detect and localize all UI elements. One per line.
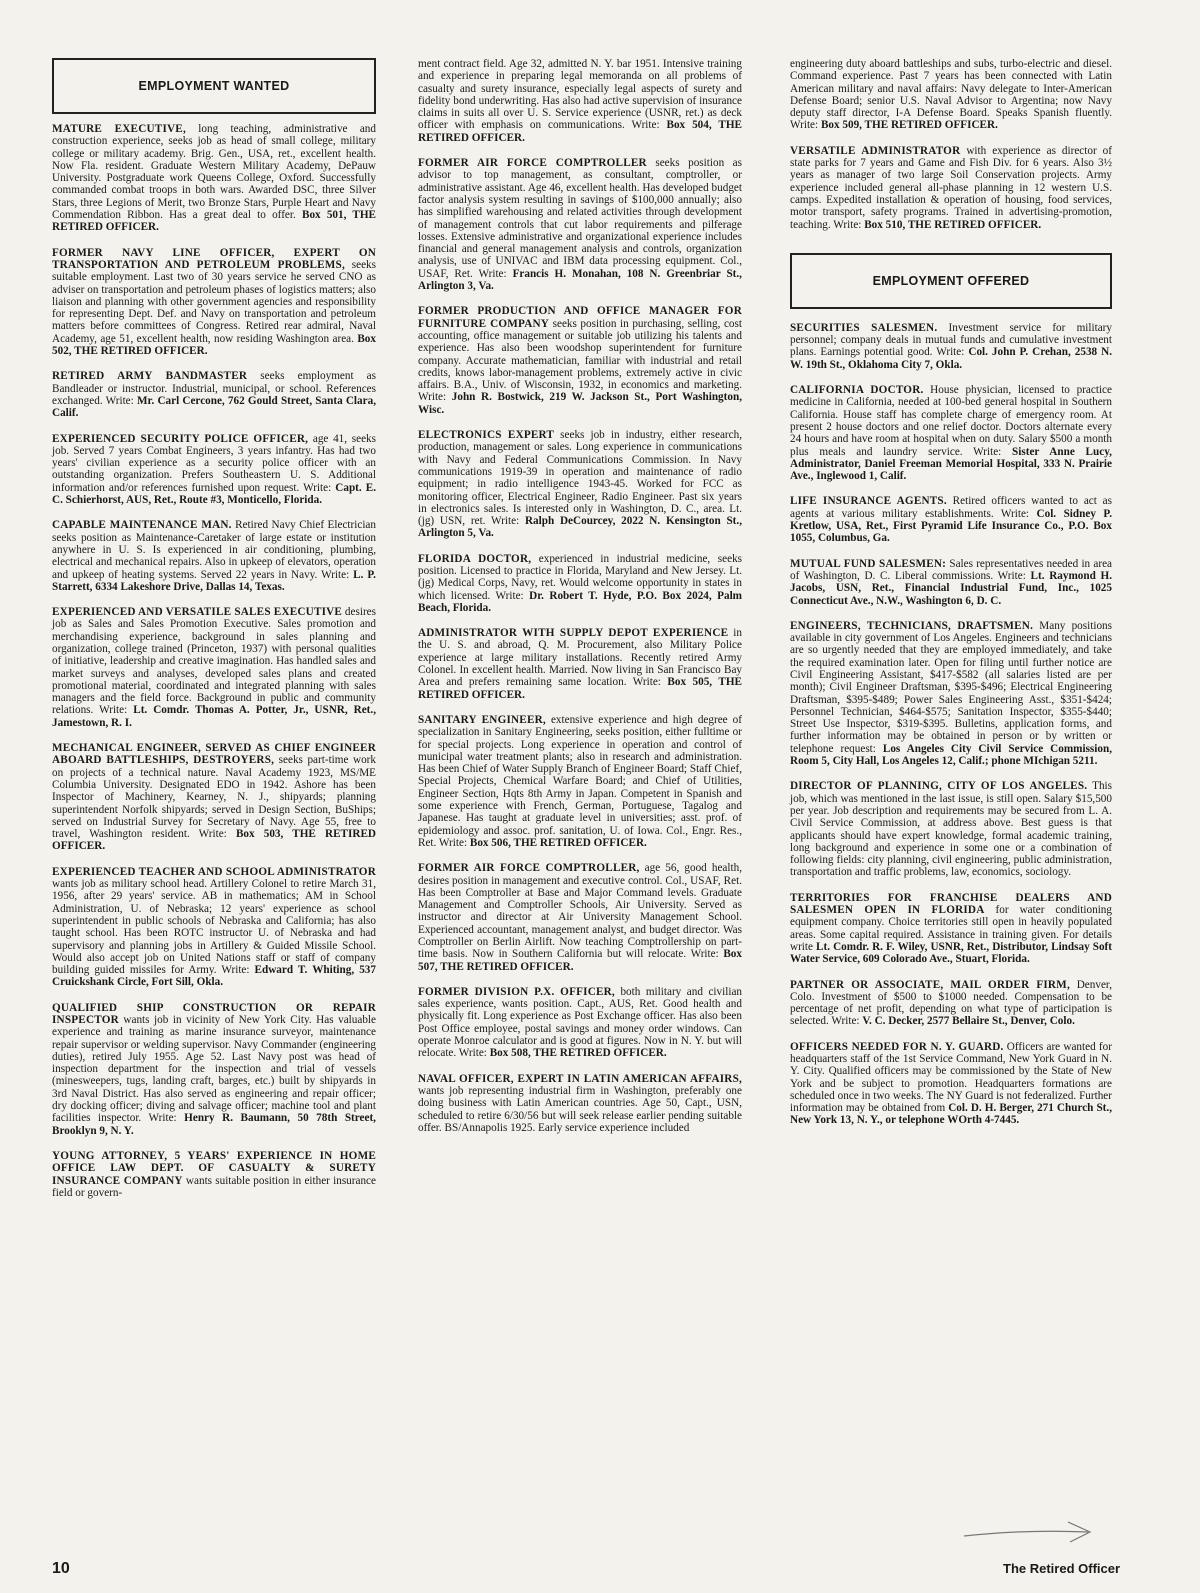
ad-body: with experience as director of state parks for 7 years and Game and Fish Div. for 6 years. Also 3½ years as manager of two large Soil Conservation projects. Army experience included general all-phase planning in 12 western U.S. camps. Expedited installation & operation of housing, food services, motor transport, safety programs. Trained in advertising-promotion, teaching. Write: xyxy=(790,144,1112,231)
ad-headline: NAVAL OFFICER, EXPERT IN LATIN AMERICAN AFFAIRS, xyxy=(418,1072,742,1085)
ad-contact: Col. John P. Crehan, 2538 N. W. 19th St., Oklahoma City 7, Okla. xyxy=(790,346,1112,371)
classified-ad xyxy=(418,157,742,292)
ad-contact: Lt. Raymond H. Jacobs, USN, Ret., Financial Industrial Fund, Inc., 1025 Connecticut Ave., N.W., Washington 6, D. C. xyxy=(790,569,1113,607)
ad-contact: L. P. Starrett, 6334 Lakeshore Drive, Dallas 14, Texas. xyxy=(52,568,376,593)
ad-body: Many positions available in city government of Los Angeles. Engineers and technicians are so urgently needed that they are employed immediately, and take the required examination later. Open for filing until further notice are Civil Engineering Assistant, $417-$582 (all salaries listed are per month); Civil Engineer Draftsman, $395-$496; Electrical Engineering Draftsman, $395-$489; Power Sales Engineering Asst., $351-$424; Personnel Technician, $464-$575; Sanitation Inspector, $355-$440; Street Use Inspector, $319-$395. Bulletins, application forms, and further information may be obtained in person or by written or telephone request: xyxy=(790,619,1112,755)
ad-contact: Box 508, THE RETIRED OFFICER. xyxy=(489,1047,667,1060)
ad-list-offered xyxy=(790,322,1112,1127)
ad-list-wanted-3 xyxy=(790,58,1112,231)
ad-body: Denver, Colo. Investment of $500 to $1000 needed. Compensation to be percentage of net profit, depending on what type of participation is selected. Write: xyxy=(790,978,1112,1028)
ad-headline: RETIRED ARMY BANDMASTER xyxy=(52,370,248,383)
classified-ad xyxy=(790,892,1112,966)
classified-ad xyxy=(52,370,376,419)
classified-ad xyxy=(418,862,742,973)
ad-body: wants job in vicinity of New York City. Has valuable experience and training as marine insurance surveyor, maintenance repair supervisor or welding supervisor. Navy Commander (engineering duties), retired July 1955. Age 52. Last Navy post was head of inspection department for the inspection and trial of vessels (minesweepers, tugs, landing craft, barges, etc.) built by shipyards in 3rd Naval District. Has also served as engineering and repair officer; dry docking officer; diving and salvage officer; machine tool and plant facilities inspector. Write: xyxy=(52,1014,376,1125)
classified-ad xyxy=(790,780,1112,878)
ad-headline: PARTNER OR ASSOCIATE, MAIL ORDER FIRM, xyxy=(790,978,1070,991)
classified-ad xyxy=(52,247,376,358)
ad-contact: Col. D. H. Berger, 271 Church St., New York 13, N. Y., or telephone WOrth 4-7445. xyxy=(790,1102,1112,1127)
ad-headline: TERRITORIES FOR FRANCHISE DEALERS AND SALESMEN OPEN IN FLORIDA xyxy=(790,891,1112,917)
ad-body: This job, which was mentioned in the last issue, is still open. Salary $15,500 per year. Job description and requirements may be secured from L. A. Civil Service Commission, at address above. Best guess is that applicants should have expert knowledge, formal academic training, long background and experience in some one or a combination of following fields: city planning, civil engineering, public administration, transportation and traffic problems, law, economics, sociology. xyxy=(790,780,1112,879)
ad-headline: VERSATILE ADMINISTRATOR xyxy=(790,144,961,157)
ad-body: long teaching, administrative and construction experience, seeks job as head of small college, military college or military academy. Brig. Gen., USA, ret., excellent health. Now Fla. resident. Graduate Western Military Academy, DePauw University. Postgraduate work Queens College, Oxford. Successfully commanded combat troops in both wars. Awarded DSC, three Silver Stars, three Legions of Merit, two Bronze Stars, Purple Heart and Navy Commendation Ribbon. Has a great deal to offer. xyxy=(52,123,376,222)
ad-body: Retired officers wanted to act as agents at various military establishments. Write: xyxy=(790,495,1112,520)
ad-headline: ENGINEERS, TECHNICIANS, DRAFTSMEN. xyxy=(790,619,1034,632)
ad-contact: Box 504, THE RETIRED OFFICER. xyxy=(418,119,742,144)
ad-contact: Col. Sidney P. Kretlow, USA, Ret., First Pyramid Life Insurance Co., P.O. Box 1055, Columbus, Ga. xyxy=(790,507,1112,545)
ad-contact: Box 509, THE RETIRED OFFICER. xyxy=(820,119,998,132)
classified-ad xyxy=(418,986,742,1060)
classified-ad xyxy=(418,553,742,614)
ad-headline: MECHANICAL ENGINEER, SERVED AS CHIEF ENGINEER ABOARD BATTLESHIPS, DESTROYERS, xyxy=(52,742,376,767)
classified-ad xyxy=(790,58,1112,132)
ad-headline: FORMER PRODUCTION AND OFFICE MANAGER FOR FURNITURE COMPANY xyxy=(418,305,742,330)
ad-body: wants suitable position in either insurance field or govern- xyxy=(52,1174,376,1199)
ad-contact: Lt. Comdr. Thomas A. Potter, Jr., USNR, Ret., Jamestown, R. I. xyxy=(52,704,377,729)
ad-contact: Box 502, THE RETIRED OFFICER. xyxy=(52,332,376,358)
ad-headline: ELECTRONICS EXPERT xyxy=(418,429,555,442)
ad-contact: Francis H. Monahan, 108 N. Greenbriar St., Arlington 3, Va. xyxy=(418,267,742,293)
ad-body: wants job as military school head. Artillery Colonel to retire March 31, 1956, after 29 years' service. AB in mathematics; AM in School Administration, U. of Nebraska; 12 years' experience as school superintendent in public schools of Nebraska and California; has also taught school. Has been ROTC instructor U. of Nebraska and had supervisory and planning jobs in Artillery & Guided Missile School. Would also accept job on United Nations staff or staff of company building guided missiles for Army. Write: xyxy=(52,878,376,977)
ad-headline: FORMER NAVY LINE OFFICER, EXPERT ON TRANSPORTATION AND PETROLEUM PROBLEMS, xyxy=(52,246,376,271)
ad-headline: LIFE INSURANCE AGENTS. xyxy=(790,495,947,508)
ad-headline: OFFICERS NEEDED FOR N. Y. GUARD. xyxy=(790,1040,1004,1053)
ad-contact: Box 510, THE RETIRED OFFICER. xyxy=(864,218,1042,231)
ad-list-wanted-1 xyxy=(52,123,376,1199)
ad-headline: EXPERIENCED TEACHER AND SCHOOL ADMINISTRATOR xyxy=(52,865,376,878)
ad-contact: Henry R. Baumann, 50 78th Street, Brooklyn 9, N. Y. xyxy=(52,1112,376,1137)
classified-ad xyxy=(790,558,1112,607)
ad-body: Investment service for military personnel; company deals in mutual funds and cumulative investment plans. Earnings potential good. Write: xyxy=(790,321,1112,359)
ad-contact: Los Angeles City Civil Service Commission, Room 5, City Hall, Los Angeles 12, Calif.; phone MIchigan 5211. xyxy=(790,742,1113,768)
classified-ad xyxy=(52,866,376,989)
ad-headline: MATURE EXECUTIVE, xyxy=(52,123,186,135)
column-right xyxy=(790,58,1112,1140)
ad-headline: SECURITIES SALESMEN. xyxy=(790,321,938,334)
employment-wanted-heading: EMPLOYMENT WANTED xyxy=(52,58,376,114)
ad-body: seeks job in industry, either research, production, management or sales. Long experience in communications with Navy and Federal Communications Commission. In Navy communications 1919-39 in operation and maintenance of radio equipment; in radio intelligence 1943-45. Worked for FCC as monitoring officer, Electrical Engineer, Radio Engineer. Past six years in electronics sales. Is interested only in Washington, D. C., area. Lt. (jg) USN, ret. Write: xyxy=(418,429,743,528)
ad-list-wanted-2 xyxy=(418,58,742,1134)
classified-ad xyxy=(790,384,1112,482)
ad-body: seeks suitable employment. Last two of 30 years service he served CNO as adviser on transportation and petroleum phases of logistics matters; also liaison and planning with other government agencies and responsibility for representing Dept. Def. and Navy on transportation and petroleum matters before committees of Congress. Retired rear admiral, Naval Academy, age 51, excellent health, now residing Washington area. xyxy=(52,258,376,345)
classified-ad xyxy=(790,495,1112,544)
classified-ad xyxy=(52,606,376,729)
ad-headline: YOUNG ATTORNEY, 5 YEARS' EXPERIENCE IN HOME OFFICE LAW DEPT. OF CASUALTY & SURETY INSURANCE COMPANY xyxy=(52,1149,376,1187)
classified-ad xyxy=(418,429,742,540)
ad-body: Sales representatives needed in area of Washington, D. C. Liberal commissions. Write: xyxy=(790,557,1112,582)
pencil-arrow-mark xyxy=(960,1512,1100,1552)
ad-contact: Dr. Robert T. Hyde, P.O. Box 2024, Palm Beach, Florida. xyxy=(418,589,742,614)
ad-headline: DIRECTOR OF PLANNING, CITY OF LOS ANGELES. xyxy=(790,780,1088,793)
classified-ad xyxy=(418,1073,742,1134)
ad-contact: Mr. Carl Cercone, 762 Gould Street, Santa Clara, Calif. xyxy=(52,394,376,420)
ad-body: engineering duty aboard battleships and subs, turbo-electric and diesel. Command experience. Past 7 years has been connected with Latin American military and naval affairs: Navy delegate to Inter-American Defense Board; senior U.S. Naval Advisor to Argentina; now Navy deputy staff director, I-A Defense Board. Speaks Spanish fluently. Write: xyxy=(790,58,1112,132)
ad-contact: Lt. Comdr. R. F. Wiley, USNR, Ret., Distributor, Lindsay Soft Water Service, 609 Colorado Ave., Stuart, Florida. xyxy=(790,940,1112,966)
ad-body: seeks position in purchasing, selling, cost accounting, office management or suitable job utilizing his talents and experience. Has also been woodshop superintendent for furniture company. Accurate mathematician, familiar with industrial and retail credits, knows labor-management problems, extremely active in civic affairs. B.A., Univ. of Wisconsin, 1932, in economics and marketing. Write: xyxy=(418,317,742,404)
classified-ad xyxy=(790,620,1112,768)
ad-headline: FORMER AIR FORCE COMPTROLLER, xyxy=(418,862,640,875)
ad-body: wants job representing industrial firm in Washington, preferably one doing business with Latin American countries. Age 50, Capt., USN, scheduled to retire 6/30/56 but will seek release earlier pending suitable offer. BS/Annapolis 1925. Early service experience included xyxy=(418,1084,742,1134)
classified-ad xyxy=(418,627,742,701)
classified-ad xyxy=(52,1002,376,1137)
ad-body: seeks position as advisor to top management, as consultant, comptroller, or administrative assistant. Age 46, excellent health. Has developed budget factor analysis system resulting in savings of $100,000 annually; also has simplified warehousing and related activities through development of management controls that cut labor requirements and pilferage losses. Extensive administrative and organizational experience includes financial and general management analysis and controls, organization analysis, use of UNIVAC and IBM data processing equipment. Col., USAF, Ret. Write: xyxy=(418,157,743,280)
column-middle xyxy=(418,58,742,1147)
page-number: 10 xyxy=(52,1560,70,1577)
ad-headline: CALIFORNIA DOCTOR. xyxy=(790,384,924,397)
ad-body: for water conditioning equipment company. Choice territories still open in heavily populated areas. Some capital required. Assistance in training given. For details write xyxy=(790,904,1112,953)
ad-body: in the U. S. and abroad, Q. M. Procurement, also Military Police experience at large military installations. Recently retired Army Colonel. In excellent health. Married. Now living in San Francisco Bay Area and prefers remaining same location. Write: xyxy=(418,627,742,689)
ad-headline: FORMER AIR FORCE COMPTROLLER xyxy=(418,157,647,170)
ad-contact: Box 505, THE RETIRED OFFICER. xyxy=(418,676,742,701)
ad-body: age 56, good health, desires position in management and executive control. Col., USAF, Ret. Has been Comptroller at Base and Major Command levels. Graduate Management and Comptroller Schools, Air University. Served as instructor and director at Air University Management School. Experienced accountant, management analyst, and budget director. Was Comptroller on Berlin Airlift. Now teaching Comptrollership on part-time basis. Now in Southern California but will relocate. Write: xyxy=(418,862,742,961)
ad-body: Retired Navy Chief Electrician seeks position as Maintenance-Caretaker of large estate or institution anywhere in U. S. Is experienced in air conditioning, plumbing, electrical and mechanical repairs. Also in upkeep of elevators, operation and upkeep of heating systems. Served 22 years in Navy. Write: xyxy=(52,519,376,581)
ad-body: desires job as Sales and Sales Promotion Executive. Sales promotion and merchandising experience, background in sales planning and organization, college trained (Princeton, 1937) with personal qualities of initiative, leadership and creative imagination. Has handled sales and market surveys and analyses, developed sales plans and created promotional material, coordinated and integrated planning with sales managers and the field force. Background in public and community relations. Write: xyxy=(52,606,376,717)
ad-body: ment contract field. Age 32, admitted N. Y. bar 1951. Intensive training and experience in preparing legal memoranda on all problems of casualty and surety insurance, especially legal aspects of surety and fidelity bond underwriting. Has also had active supervision of insurance claims in suits all over U. S. Service experience (USNR, ret.) as deck officer with emphasis on communications. Write: xyxy=(418,58,742,132)
ad-body: extensive experience and high degree of specialization in Sanitary Engineering, seeks position, either fulltime or for special projects. Long experience in operation and control of municipal water treatment plants; also in research and administration. Has been Chief of Water Supply Branch of Engineer Board; Staff Chief, Special Projects, Chemical Warfare Board; and Chief of Utilities, Engineer Section, Hqts 8th Army in Japan. Competent in Spanish and some experience with French, German, Portuguese, Tagalog and Japanese. Has taught at graduate level in universities; asst. prof. of epidemiology and assoc. prof. sanitation, U. of Iowa. Col., Engr. Res., Ret. Write: xyxy=(418,713,742,849)
ad-body: both military and civilian sales experience, wants position. Capt., AUS, Ret. Good health and physically fit. Long experience as Post Exchange officer. Has also been Post Office employee, postal savings and money order windows. Can operate Monroe calculator and is good at figures. Now in N. Y. but will relocate. Write: xyxy=(418,985,743,1060)
classified-ad xyxy=(790,145,1112,231)
ad-body: Officers are wanted for headquarters staff of the 1st Service Command, New York Guard in N. Y. City. Qualified officers may be commissioned by the State of New York and be subject to promotion. Headquarters formations are scheduled once in two weeks. The NY Guard is not federalized. Further information may be obtained from xyxy=(790,1040,1112,1115)
ad-contact: Edward T. Whiting, 537 Cruickshank Circle, Fort Sill, Okla. xyxy=(52,964,376,989)
ad-contact: Capt. E. C. Schierhorst, AUS, Ret., Route #3, Monticello, Florida. xyxy=(52,481,376,507)
ad-headline: ADMINISTRATOR WITH SUPPLY DEPOT EXPERIENCE xyxy=(418,627,729,640)
classified-ad xyxy=(52,519,376,593)
ad-headline: QUALIFIED SHIP CONSTRUCTION OR REPAIR INSPECTOR xyxy=(52,1001,376,1026)
classified-ad xyxy=(790,322,1112,371)
ad-body: experienced in industrial medicine, seeks position. Licensed to practice in Florida, Maryland and New Jersey. Lt. (jg) Medical Corps, Navy, ret. Would welcome opportunity in states in which licensed. Write: xyxy=(418,552,743,602)
classified-ad xyxy=(418,714,742,849)
ad-contact: Box 506, THE RETIRED OFFICER. xyxy=(469,836,647,849)
classified-ad xyxy=(790,979,1112,1028)
classified-ad xyxy=(52,742,376,853)
ad-headline: FORMER DIVISION P.X. OFFICER, xyxy=(418,985,615,998)
ad-headline: FLORIDA DOCTOR, xyxy=(418,552,532,565)
ad-headline: MUTUAL FUND SALESMEN: xyxy=(790,557,947,570)
classified-ad xyxy=(790,1041,1112,1127)
classified-ad xyxy=(52,123,376,234)
ad-body: age 41, seeks job. Served 7 years Combat Engineers, 3 years infantry. Has had two years' civilian experience as a security police officer with an outstanding organization. Prefers Southeastern U. S. Additional information and/or references furnished upon request. Write: xyxy=(52,432,376,494)
ad-headline: EXPERIENCED AND VERSATILE SALES EXECUTIVE xyxy=(52,606,343,619)
column-left xyxy=(52,58,376,1212)
ad-body: House physician, licensed to practice medicine in California, needed at 100-bed general hospital in Southern California. House staff has complete charge of emergency room. At present 2 house doctors and one relief doctor. Doctors alternate every 24 hours and have room at hospital when on duty. Salary $500 a month plus meals and laundry service. Write: xyxy=(790,384,1112,458)
ad-contact: V. C. Decker, 2577 Bellaire St., Denver, Colo. xyxy=(862,1015,1075,1028)
ad-body: seeks part-time work on projects of a technical nature. Naval Academy 1923, MS/ME Columbia University. Designated EDO in 1942. Ashore has been Inspector of Machinery, Kearney, N. J., shipyards; planning superintendent Norfolk shipyards; served in Design Section, BuShips; served on Industrial Survey for Secretary of Navy. Age 55, free to travel, Washington resident. Write: xyxy=(52,754,377,841)
ad-contact: Box 507, THE RETIRED OFFICER. xyxy=(418,948,742,973)
ad-headline: SANITARY ENGINEER, xyxy=(418,713,546,726)
classified-ad xyxy=(52,433,376,507)
employment-offered-heading: EMPLOYMENT OFFERED xyxy=(790,253,1112,309)
ad-headline: CAPABLE MAINTENANCE MAN. xyxy=(52,519,232,532)
ad-headline: EXPERIENCED SECURITY POLICE OFFICER, xyxy=(52,432,309,445)
publication-title: The Retired Officer xyxy=(1003,1561,1121,1576)
classified-ad xyxy=(418,305,742,416)
ad-contact: Ralph DeCourcey, 2022 N. Kensington St., Arlington 5, Va. xyxy=(418,515,742,540)
classified-ad xyxy=(52,1150,376,1199)
classified-ad xyxy=(418,58,742,144)
ad-contact: John R. Bostwick, 219 W. Jackson St., Port Washington, Wisc. xyxy=(418,391,742,416)
ad-contact: Box 501, THE RETIRED OFFICER. xyxy=(52,209,377,234)
ad-contact: Box 503, THE RETIRED OFFICER. xyxy=(52,828,376,853)
ad-body: seeks employment as Bandleader or instructor. Industrial, municipal, or school. References exchanged. Write: xyxy=(52,370,377,407)
ad-contact: Sister Anne Lucy, Administrator, Daniel Freeman Memorial Hospital, 333 N. Prairie Ave., Inglewood 1, Calif. xyxy=(790,445,1112,483)
